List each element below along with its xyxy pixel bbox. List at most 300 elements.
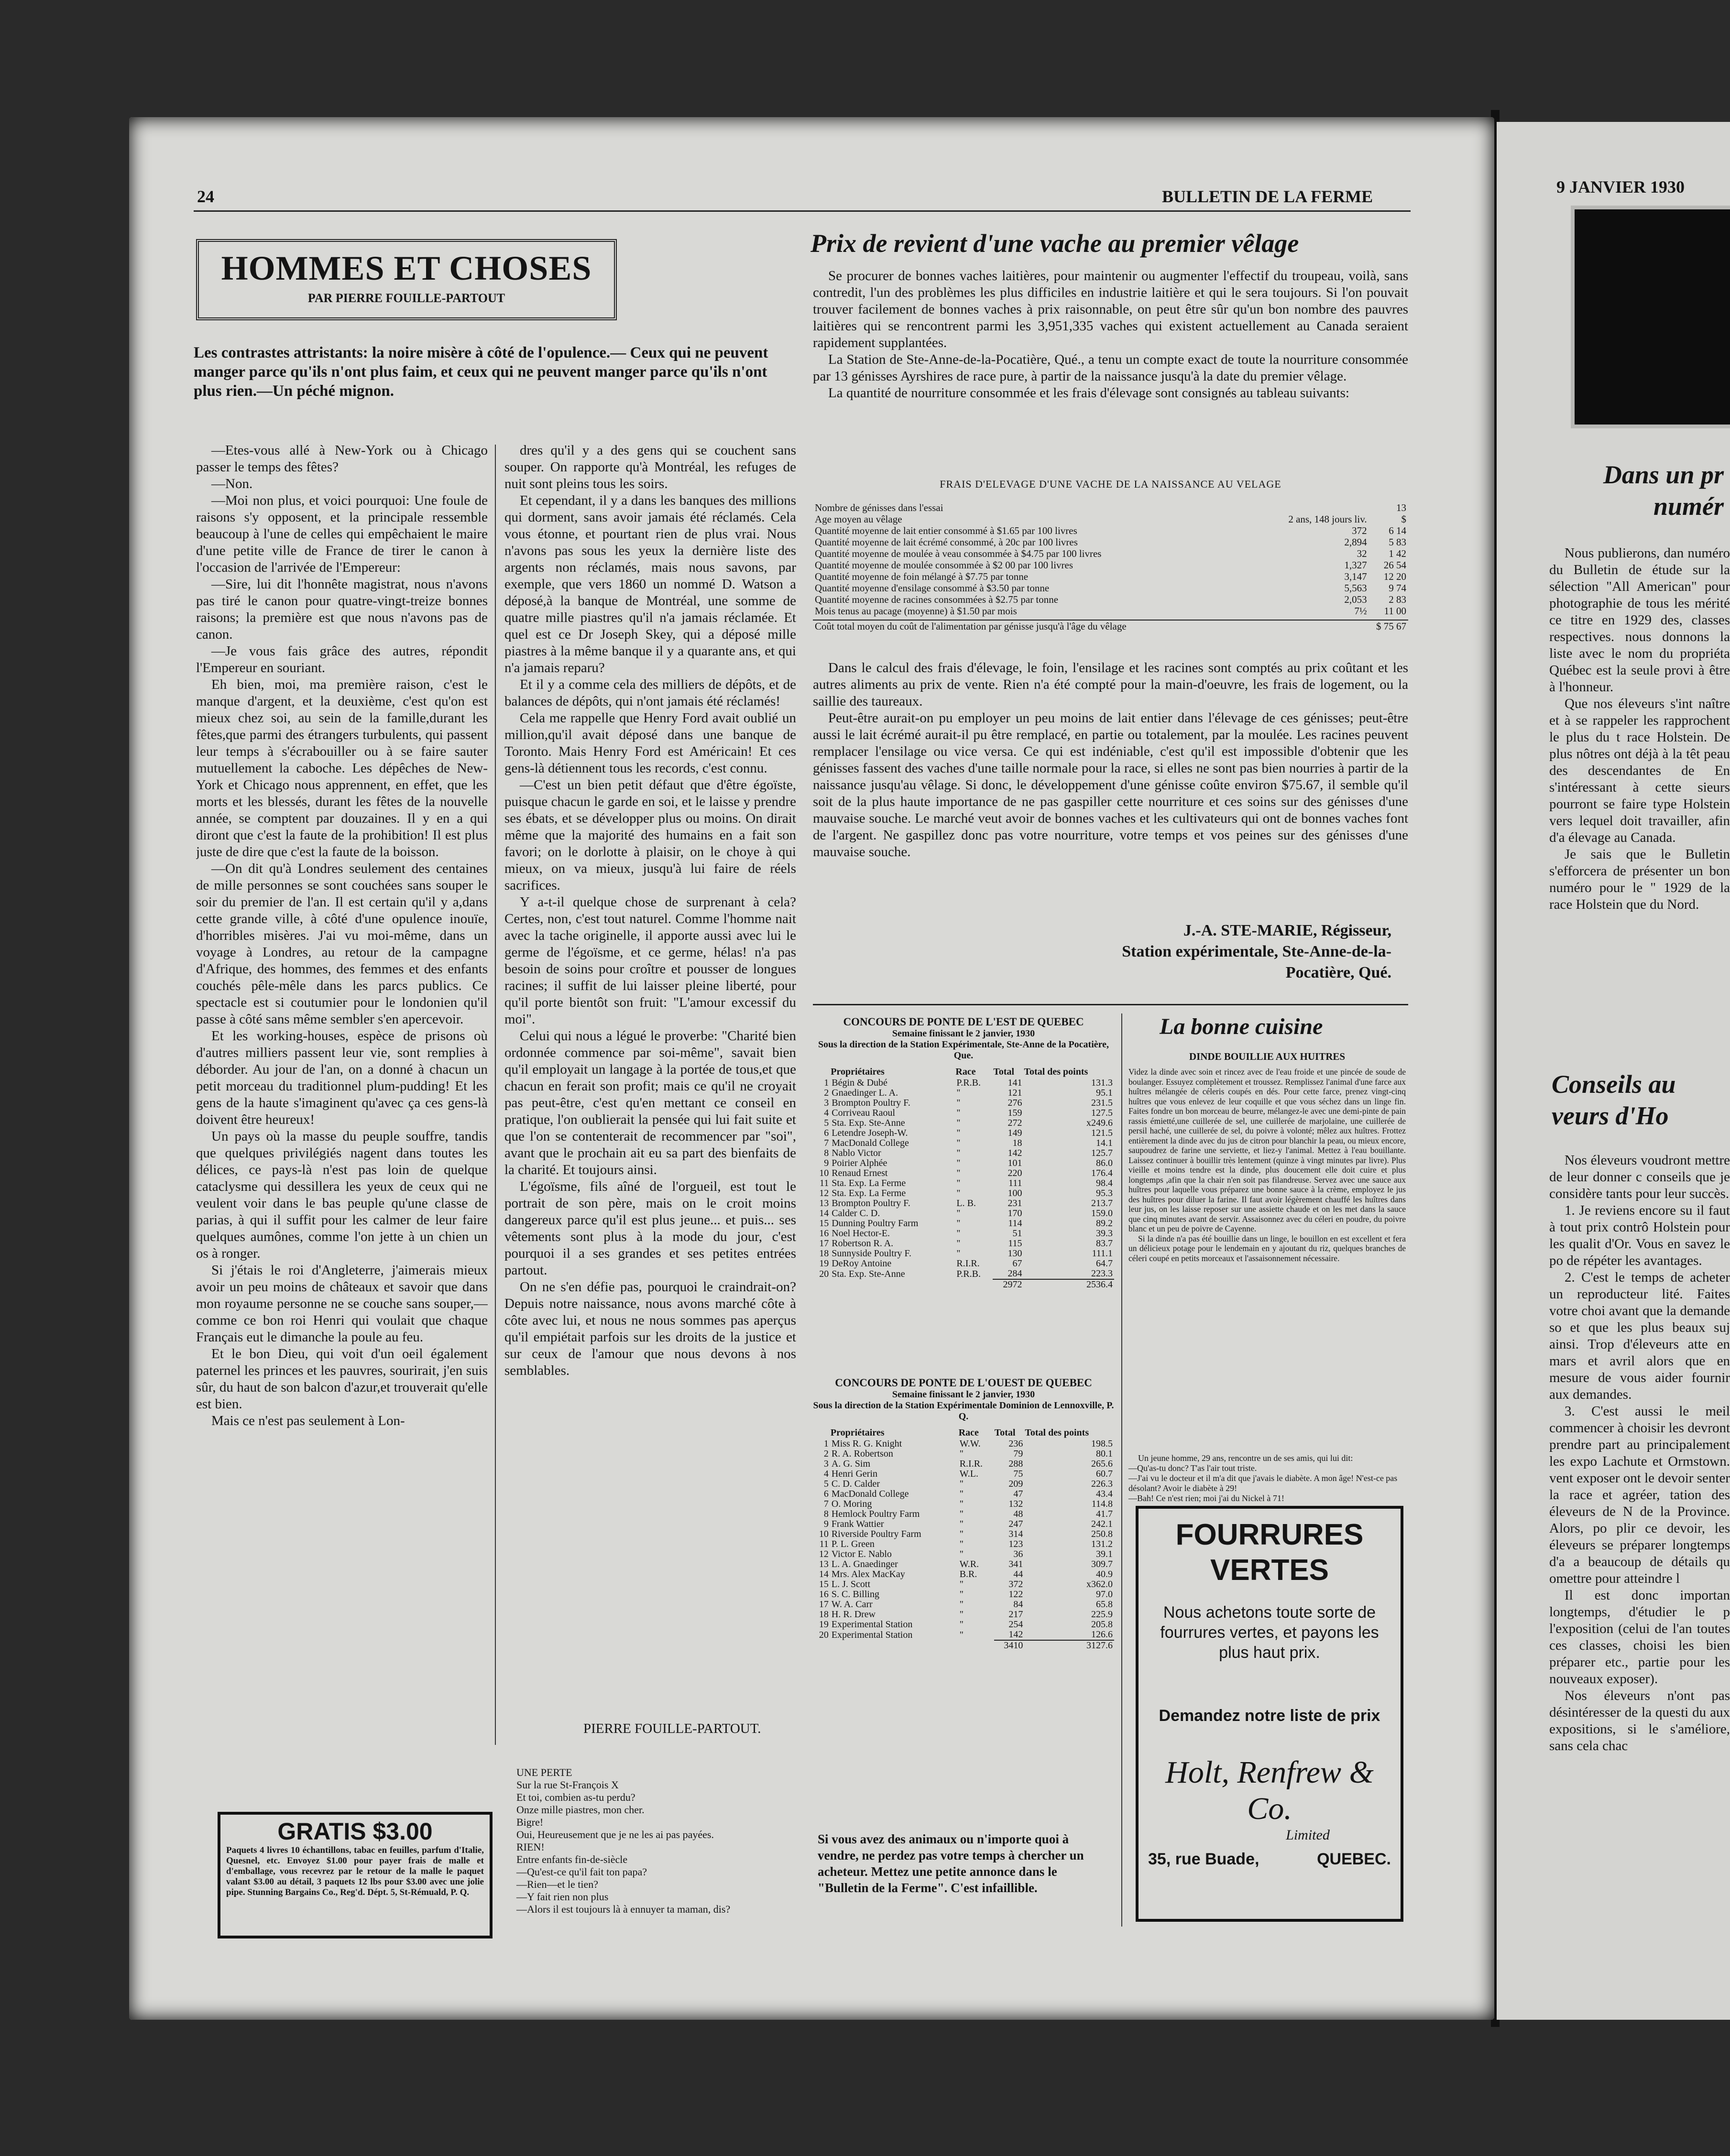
right-page-photo <box>1571 206 1730 428</box>
table-cell: " <box>959 1519 964 1529</box>
table-row <box>813 1188 1114 1198</box>
perte-line: UNE PERTE <box>516 1766 572 1778</box>
table-cell: 231.5 <box>1091 1098 1113 1108</box>
table-row <box>813 1549 1114 1559</box>
frais-cell-cost: 6 14 <box>1389 525 1406 536</box>
table-row <box>813 1128 1114 1138</box>
table-cell: 14.1 <box>1096 1138 1113 1148</box>
fourrures-title: FOURRURES VERTES <box>1175 1518 1364 1587</box>
prix-intro <box>813 268 1408 402</box>
table-cell: Hemlock Poultry Farm <box>831 1509 920 1519</box>
frais-cell-cost: 1 42 <box>1389 548 1406 559</box>
table-cell: 121 <box>1007 1088 1022 1098</box>
table-cell: 16 <box>819 1228 829 1239</box>
right-para-8: Il est donc importan longtemps, d'étudier le p l'exposition (celui de l'an toutes ces classes, choisi les bien préparer etc., partie pour les nouveaux exposer). <box>1549 1588 1730 1687</box>
joke-box <box>1128 1453 1406 1503</box>
table-cell: 40.9 <box>1096 1569 1113 1579</box>
table-cell: DeRoy Antoine <box>832 1258 892 1269</box>
table-row <box>813 1459 1114 1469</box>
table-row <box>813 1239 1114 1249</box>
table-row <box>813 1469 1114 1479</box>
article-paragraph: —On dit qu'à Londres seulement des centaines de mille personnes se sont couchées sans souper le soir du premier de l'an. Il est certain qu'il y a,dans cette grande ville, à côté d'une opulence inouïe, d'horribles misères. J'ai vu moi-même, dans un voyage à Londres, au retour de la campagne d'Afrique, des hommes, des femmes et des enfants couchés pêle-mêle dans les parcs publics. Ce spectacle est si coutumier pour le londonien qu'il passe à côté sans même sembler s'en apercevoir. <box>196 861 488 1027</box>
table-cell: 265.6 <box>1091 1459 1113 1469</box>
table-cell: Mrs. Alex MacKay <box>831 1569 905 1579</box>
table-cell: R.I.R. <box>959 1459 983 1469</box>
article-paragraph: dres qu'il y a des gens qui se couchent sans souper. On rapporte qu'à Montréal, les refuges de nuit sont pleins tous les soirs. <box>504 443 796 491</box>
table-cell: " <box>956 1248 961 1259</box>
table-row <box>813 1479 1114 1489</box>
table-cell: " <box>959 1579 964 1590</box>
table-cell: 159.0 <box>1091 1208 1113 1219</box>
frais-cell-label: Quantité moyenne de racines consommées à $2.75 par tonne <box>815 594 1059 605</box>
total-cell <box>813 1279 830 1290</box>
right-para-3: Je sais que le Bulletin s'efforcera de présenter un bon numéro pour le " 1929 de la race Holstein que du Nord. <box>1549 847 1730 912</box>
perte-line: Sur la rue St-François X <box>516 1779 619 1791</box>
table-cell: " <box>956 1148 961 1158</box>
table-cell: 220 <box>1007 1168 1022 1178</box>
gratis-ad-title: GRATIS $3.00 <box>277 1818 433 1845</box>
joke-line: —Qu'as-tu donc? T'as l'air tout triste. <box>1128 1463 1257 1473</box>
table-cell: " <box>959 1549 964 1559</box>
table-cell: 39.1 <box>1096 1549 1113 1559</box>
table-row <box>813 1449 1114 1459</box>
frais-cell-qty: 2 ans, 148 jours liv. <box>1288 513 1367 525</box>
table-row <box>813 1579 1114 1590</box>
article-paragraph: Cela me rappelle que Henry Ford avait oublié un million,qu'il avait déposé dans une banque de Toronto. Mais Henry Ford est Américain! Et ces gens-là détiennent tous les records, c'est connu. <box>504 710 796 776</box>
table-row <box>813 1509 1114 1519</box>
table-cell: 79 <box>1013 1448 1023 1459</box>
table-cell: 19 <box>819 1258 829 1269</box>
table-cell: " <box>959 1448 964 1459</box>
article-paragraph: —Non. <box>211 476 253 491</box>
perte-line: Bigre! <box>516 1816 544 1828</box>
frais-cell-cost: 9 74 <box>1389 582 1406 594</box>
table-cell: 3 <box>824 1098 829 1108</box>
article-paragraph: —Je vous fais grâce des autres, répondit l'Empereur en souriant. <box>196 643 488 675</box>
table-cell: " <box>959 1619 964 1630</box>
contest-header: Total des points <box>1024 1067 1088 1077</box>
frais-table-title: FRAIS D'ELEVAGE D'UNE VACHE DE LA NAISSANCE AU VELAGE <box>940 478 1281 490</box>
hommes-title-box <box>196 239 617 320</box>
table-cell: 114.8 <box>1091 1499 1113 1509</box>
frais-cell-qty: 3,147 <box>1344 571 1367 582</box>
table-cell: 80.1 <box>1096 1448 1113 1459</box>
table-cell: 39.3 <box>1096 1228 1113 1239</box>
table-cell: 217 <box>1008 1609 1023 1620</box>
table-cell: 159 <box>1007 1108 1022 1118</box>
frais-cell-label: Quantité moyenne d'ensilage consommé à $3.50 par tonne <box>815 582 1050 594</box>
table-row <box>813 1118 1114 1128</box>
table-cell: " <box>956 1238 961 1249</box>
table-cell: 65.8 <box>1096 1599 1113 1610</box>
frais-cell-cost: 12 20 <box>1383 571 1406 582</box>
table-row <box>813 1108 1114 1118</box>
table-cell: " <box>959 1599 964 1610</box>
frais-cell-cost: 5 83 <box>1389 536 1406 548</box>
contest-header: Race <box>955 1067 976 1077</box>
table-cell: 60.7 <box>1096 1469 1113 1479</box>
table-cell: 101 <box>1007 1158 1022 1168</box>
table-row <box>813 1148 1114 1158</box>
perte-line: Et toi, combien as-tu perdu? <box>516 1791 635 1803</box>
une-perte-box <box>516 1766 813 1916</box>
table-row <box>813 1539 1114 1549</box>
contest-header <box>813 1066 830 1078</box>
table-row <box>813 1519 1114 1529</box>
prix-paragraph: La Station de Ste-Anne-de-la-Pocatière, Qué., a tenu un compte exact de toute la nourriture consommée par 13 génisses Ayrshires de race pure, à partir de la naissance jusqu'à la date du premier vêlage. <box>813 352 1408 384</box>
table-cell: H. R. Drew <box>831 1609 876 1620</box>
article-paragraph: Si j'étais le roi d'Angleterre, j'aimerais mieux avoir un peu moins de châteaux et savoir que dans mon royaume personne ne se couche sans souper,—comme ce bon roi Henri qui voulait que chaque Français eut le dimanche la poule au feu. <box>196 1263 488 1345</box>
table-cell: 13 <box>819 1198 829 1209</box>
table-cell: 1 <box>823 1438 829 1449</box>
perte-line: Entre enfants fin-de-siècle <box>516 1853 628 1865</box>
table-cell: " <box>956 1128 961 1138</box>
table-cell: 223.3 <box>1091 1268 1113 1279</box>
right-heading-2: Conseils au veurs d'Ho <box>1552 1070 1676 1130</box>
table-cell: W.L. <box>959 1469 978 1479</box>
table-cell: 242.1 <box>1091 1519 1113 1529</box>
table-cell: 98.4 <box>1096 1178 1113 1188</box>
table-cell: P.R.B. <box>956 1268 981 1279</box>
table-row <box>813 1178 1114 1188</box>
table-cell: Riverside Poultry Farm <box>831 1529 921 1539</box>
table-cell: W.R. <box>959 1559 979 1569</box>
table-cell: 8 <box>824 1148 829 1158</box>
article-paragraph: Celui qui nous a légué le proverbe: "Charité bien ordonnée commence par soi-même", savait bien qu'il employait un langage à la portée de tous,et que chacun en ferait son profit; mais ce qu'il ne croyait pas peut-être, c'est qu'en mettant ce conseil en pratique, l'on oublierait la pensée qui lui fait suite et que l'on se contenterait de recommencer par "soi", avant que le prochain ait eu sa part des bienfaits de la charité. Et toujours ainsi. <box>504 1028 796 1177</box>
table-row <box>813 1529 1114 1539</box>
table-cell: A. G. Sim <box>831 1459 871 1469</box>
article-paragraph: Et cependant, il y a dans les banques des millions qui dorment, sans avoir jamais été réclamés. Cela vous étonne, et pourtant rien de plus vrai. Nous n'avons pas sous les yeux la dernière liste des argents non réclamés, mais nous savons, par exemple, que vers 1860 un nommé D. Watson a déposé,à la banque de Montréal, une somme de quatre mille piastres qu'il n'a jamais réclamée. Et quel est ce Dr Joseph Skey, qui a déposé mille piastres à la même banque il y a quarante ans, et qui n'a jamais reparu? <box>504 493 796 675</box>
table-cell: L. B. <box>956 1198 976 1209</box>
table-cell: Dunning Poultry Farm <box>832 1218 919 1229</box>
table-cell: 10 <box>819 1168 829 1178</box>
frais-cell-label: Quantité moyenne de moulée à veau consommée à $4.75 par 100 livres <box>815 548 1102 559</box>
table-cell: " <box>956 1168 961 1178</box>
table-cell: 141 <box>1007 1078 1022 1088</box>
table-cell: x249.6 <box>1086 1118 1113 1128</box>
table-cell: 6 <box>823 1489 829 1499</box>
table-cell: 17 <box>819 1238 829 1249</box>
column-divider-2 <box>1121 1013 1122 1927</box>
table-cell: 95.3 <box>1096 1188 1113 1198</box>
table-cell: 309.7 <box>1091 1559 1113 1569</box>
table-row <box>813 1269 1114 1279</box>
table-cell: 6 <box>824 1128 829 1138</box>
article-signature: PIERRE FOUILLE-PARTOUT. <box>583 1721 761 1736</box>
prix-paragraph: Se procurer de bonnes vaches laitières, pour maintenir ou augmenter l'effectif du troupeau, voilà, sans contredit, l'un des problèmes les plus difficiles en industrie laitière et qui le sera toujours. Si l'on pouvait trouver facilement de bonnes vaches à prix raisonnable, on peut être sûr qu'un bon nombre des pauvres laitières qui se rencontrent parmi les 3,951,335 vaches qui existent actuellement au Canada seraient rapidement supplantées. <box>813 268 1408 350</box>
table-row <box>813 1088 1114 1098</box>
table-row <box>813 1078 1114 1088</box>
table-cell: 97.0 <box>1096 1589 1113 1600</box>
table-row <box>813 1489 1114 1499</box>
total-cell: 3410 <box>994 1640 1025 1651</box>
table-cell: Experimental Station <box>831 1629 913 1640</box>
petite-annonce: Si vous avez des animaux ou n'importe quoi à vendre, ne perdez pas votre temps à chercher un acheteur. Mettez une petite annonce dans le "Bulletin de la Ferme". C'est infaillible. <box>818 1832 1084 1895</box>
table-cell: 314 <box>1008 1529 1023 1539</box>
table-cell: 12 <box>819 1549 829 1559</box>
table-cell: " <box>956 1208 961 1219</box>
table-cell: 254 <box>1008 1619 1023 1630</box>
table-cell: Miss R. G. Knight <box>831 1438 902 1449</box>
table-cell: " <box>959 1629 964 1640</box>
contest-header: Race <box>958 1427 979 1438</box>
table-cell: Sta. Exp. Ste-Anne <box>832 1118 905 1128</box>
table-cell: Poirier Alphée <box>832 1158 887 1168</box>
table-cell: 8 <box>823 1509 829 1519</box>
frais-cell-cost: $ <box>1401 513 1406 525</box>
table-cell: 4 <box>823 1469 829 1479</box>
table-row <box>813 1439 1114 1449</box>
table-cell: 225.9 <box>1091 1609 1113 1620</box>
table-cell: 51 <box>1012 1228 1022 1239</box>
table-row <box>813 1209 1114 1219</box>
right-para-9: Nos éleveurs n'ont pas désintéresser de la questi du aux expositions, si le s'améliore, sans cela chac <box>1549 1688 1730 1753</box>
recipe-title: DINDE BOUILLIE AUX HUITRES <box>1189 1051 1346 1062</box>
header-rule <box>194 210 1411 212</box>
publication-title: BULLETIN DE LA FERME <box>1162 187 1373 206</box>
table-row <box>813 1098 1114 1108</box>
table-cell: 86.0 <box>1096 1158 1113 1168</box>
right-text-1 <box>1549 545 1730 1033</box>
article-paragraph: —Sire, lui dit l'honnête magistrat, nous n'avons pas tiré le canon pour quatre-vingt-treize bonnes raisons; la première est que nous n'avons pas de canon. <box>196 577 488 642</box>
concours-ouest-title: CONCOURS DE PONTE DE L'OUEST DE QUEBEC <box>835 1377 1092 1389</box>
article-paragraph: Un pays où la masse du peuple souffre, tandis que quelques privilégiés nagent dans toutes les délices, ce pays-là n'est pas loin de quelque cataclysme qui dessillera les yeux de ceux qui ne veulent voir dans le bas peuple qu'une classe de parias, à qui il suffit pour les calmer de leur faire quelques aumônes, comme l'on jette à un chien un os à ronger. <box>196 1129 488 1261</box>
table-cell: 9 <box>824 1158 829 1168</box>
table-cell: 11 <box>820 1178 829 1188</box>
table-row <box>813 1219 1114 1229</box>
table-cell: 44 <box>1013 1569 1023 1579</box>
frais-cell-label: Quantité moyenne de moulée consommée à $2 00 par 100 livres <box>815 559 1073 571</box>
table-cell: R.I.R. <box>956 1258 980 1269</box>
concours-est-direction: Sous la direction de la Station Expérimentale, Ste-Anne de la Pocatière, Que. <box>818 1039 1109 1061</box>
table-row <box>813 1630 1114 1640</box>
frais-cell-cost: 26 54 <box>1383 559 1406 571</box>
table-cell: 250.8 <box>1091 1529 1113 1539</box>
table-row <box>813 1229 1114 1239</box>
frais-row <box>813 536 1408 548</box>
table-cell: 67 <box>1012 1258 1022 1269</box>
contest-header <box>813 1427 830 1439</box>
table-cell: " <box>959 1529 964 1539</box>
table-cell: 4 <box>824 1108 829 1118</box>
right-para-2: Que nos éleveurs s'int naître et à se rappeler les rapprochent le plus du t race Holstein. De plus nôtres ont déjà à la têt peau des descendantes de En s'intéressant à cette sieurs pourront se faire type Holstein vers lequel doit travailler, afin d'a élevage au Canada. <box>1549 696 1730 845</box>
concours-est-title: CONCOURS DE PONTE DE L'EST DE QUEBEC <box>843 1016 1084 1028</box>
table-row <box>813 1249 1114 1259</box>
fourrures-city: QUEBEC. <box>1317 1850 1391 1868</box>
article-paragraph: —Etes-vous allé à New-York ou à Chicago passer le temps des fêtes? <box>196 443 488 475</box>
table-cell: Gnaedinger L. A. <box>832 1088 898 1098</box>
table-cell: Sunnyside Poultry F. <box>832 1248 912 1259</box>
signature-line-1: J.-A. STE-MARIE, Régisseur, <box>1183 922 1391 939</box>
frais-cell-qty: 5,563 <box>1344 582 1367 594</box>
right-page-date: 9 JANVIER 1930 <box>1556 177 1685 196</box>
table-cell: MacDonald College <box>831 1489 909 1499</box>
table-cell: " <box>956 1118 961 1128</box>
frais-cell-qty: 372 <box>1352 525 1367 536</box>
frais-row <box>813 502 1408 513</box>
right-para-6: 2. C'est le temps de acheter un reproducteur lité. Faites votre choi avant que la demande so et que les plus beaux suj ainsi. Trop d'éleveurs atte en mars et avril alors que en mesure de vous aider fournir aux demandes. <box>1549 1270 1730 1402</box>
table-cell: 288 <box>1008 1459 1023 1469</box>
table-cell: " <box>956 1228 961 1239</box>
page-number: 24 <box>197 187 214 206</box>
table-cell: 15 <box>819 1218 829 1229</box>
table-cell: " <box>956 1178 961 1188</box>
frais-cell-label: Quantité moyenne de lait entier consommé à $1.65 par 100 livres <box>815 525 1077 536</box>
frais-cell-qty: 32 <box>1357 548 1367 559</box>
table-cell: Frank Wattier <box>831 1519 884 1529</box>
table-cell: 372 <box>1008 1579 1023 1590</box>
frais-cell-label: Mois tenus au pacage (moyenne) à $1.50 par mois <box>815 605 1017 617</box>
table-cell: " <box>959 1499 964 1509</box>
frais-cell-label: Quantité moyenne de foin mélangé à $7.75 par tonne <box>815 571 1029 582</box>
table-cell: 18 <box>819 1248 829 1259</box>
joke-line: Un jeune homme, 29 ans, rencontre un de ses amis, qui lui dit: <box>1138 1453 1353 1463</box>
table-cell: 236 <box>1008 1438 1023 1449</box>
table-cell: 36 <box>1013 1549 1023 1559</box>
table-cell: 122 <box>1008 1589 1023 1600</box>
frais-cell-cost: 2 83 <box>1389 594 1406 605</box>
table-cell: " <box>956 1188 961 1198</box>
fourrures-cta: Demandez notre liste de prix <box>1159 1707 1380 1725</box>
table-cell: 125.7 <box>1091 1148 1113 1158</box>
table-cell: " <box>956 1098 961 1108</box>
table-cell: B.R. <box>959 1569 977 1579</box>
frais-row <box>813 548 1408 559</box>
table-cell: " <box>959 1539 964 1549</box>
frais-cell-qty: 2,053 <box>1344 594 1367 605</box>
concours-ouest <box>813 1377 1114 1651</box>
concours-est <box>813 1016 1114 1290</box>
table-cell: 209 <box>1008 1479 1023 1489</box>
total-cell: 2536.4 <box>1024 1279 1114 1290</box>
table-cell: 12 <box>819 1188 829 1198</box>
article-deck: Les contrastes attristants: la noire misère à côté de l'opulence.— Ceux qui ne peuvent manger parce qu'ils n'ont plus faim, et ceux qui ne peuvent manger parce qu'ils n'ont plus rien.—Un péché mignon. <box>194 344 768 400</box>
table-cell: " <box>956 1108 961 1118</box>
table-cell: 41.7 <box>1096 1509 1113 1519</box>
table-cell: 10 <box>819 1529 829 1539</box>
perte-line: —Rien—et le tien? <box>516 1878 599 1890</box>
table-cell: Experimental Station <box>831 1619 913 1630</box>
table-cell: 247 <box>1008 1519 1023 1529</box>
table-cell: 176.4 <box>1091 1168 1113 1178</box>
table-cell: 231 <box>1007 1198 1022 1209</box>
table-cell: 272 <box>1007 1118 1022 1128</box>
table-cell: 170 <box>1007 1208 1022 1219</box>
table-cell: 115 <box>1008 1238 1022 1249</box>
recipe-text: Videz la dinde avec soin et rincez avec de l'eau froide et une pincée de soude de boulanger. Essuyez complètement et troussez. Remplissez l'animal d'une farce aux huîtres mélangée de céleris coupés en dés. Pour cette farce, prenez vingt-cinq huîtres que vous enlevez de leur coquille et que vous séchez dans un linge fin. Faites fondre un bon morceau de beurre, mélangez-le avec une demi-pinte de pain rassis émietté,une cuillerée de sel, une cuillerée de marjolaine, une cuillerée de persil haché, une cuillerée de sel, du poivre à volonté; mêlez aux huîtres. Frottez entièrement la dinde avec du jus de citron pour blanchir la peau, ou mieux encore, saupoudrez de farine une serviette, et liez-y l'animal. Mettez à l'eau bouillante. Laissez continuer à bouillir très lentement (quinze à vingt minutes par livre). Plus vieille et moins tendre est la dinde, plus doucement elle doit cuire et plus longtemps ,afin que la chair n'en soit pas filandreuse. Servez avec une sauce aux huîtres pour laquelle vous préparez une bonne sauce à la crème, employez le jus des huîtres pour diluer la farine. Il faut avoir légèrement chauffé les huîtres dans leur jus, on les laisse reposer sur une assiette chaude et on les met dans la sauce que cinq minutes avant de servir. Assaisonnez avec du céleri en poudre, du poivre blanc et un peu de poivre de Cayenne. <box>1128 1067 1406 1233</box>
table-row <box>813 1569 1114 1579</box>
fourrures-ad <box>1136 1506 1403 1922</box>
perte-line: RIEN! <box>516 1841 545 1853</box>
prix-title: Prix de revient d'une vache au premier vêlage <box>810 229 1299 258</box>
table-row <box>813 1259 1114 1269</box>
table-cell: Robertson R. A. <box>832 1238 894 1249</box>
article-paragraph: On ne s'en défie pas, pourquoi le craindrait-on? Depuis notre naissance, nous avons marché côte à côte avec lui, et nous ne nous sommes pas aperçus qu'il empiétait parfois sur les droits de la justice et sur ceux de l'amour que nous devons à nos semblables. <box>504 1279 796 1378</box>
frais-cell-label: Age moyen au vêlage <box>815 513 902 525</box>
table-cell: Brompton Poultry F. <box>832 1198 910 1209</box>
table-cell: 11 <box>819 1539 829 1549</box>
table-cell: 17 <box>819 1599 829 1610</box>
table-cell: Victor E. Nablo <box>831 1549 892 1559</box>
table-cell: 19 <box>819 1619 829 1630</box>
right-para-5: 1. Je reviens encore su il faut à tout prix contrô Holstein pour les qualit d'Or. Vous en savez le po de répéter les avantages. <box>1549 1203 1730 1268</box>
total-row <box>813 1279 1114 1290</box>
article-paragraph: Mais ce n'est pas seulement à Lon- <box>211 1413 405 1428</box>
table-cell: 18 <box>819 1609 829 1620</box>
table-cell: Bégin & Dubé <box>832 1078 887 1088</box>
table-cell: 14 <box>819 1208 829 1219</box>
table-cell: " <box>959 1589 964 1600</box>
table-cell: " <box>956 1218 961 1229</box>
right-para-4: Nos éleveurs voudront mettre de leur donner c conseils que je considère tants pour leur succès. <box>1549 1153 1730 1201</box>
table-cell: " <box>959 1509 964 1519</box>
table-cell: S. C. Billing <box>831 1589 879 1600</box>
table-row <box>813 1610 1114 1620</box>
frais-cell-label: Nombre de génisses dans l'essai <box>815 502 943 513</box>
right-heading-1: Dans un pr numér <box>1603 460 1724 521</box>
table-cell: " <box>959 1609 964 1620</box>
total-cell <box>958 1640 994 1651</box>
table-cell: 1 <box>824 1078 829 1088</box>
fourrures-body: Nous achetons toute sorte de fourrures vertes, et payons les plus haut prix. <box>1160 1603 1379 1662</box>
table-cell: MacDonald College <box>832 1138 909 1148</box>
table-cell: L. A. Gnaedinger <box>831 1559 898 1569</box>
cuisine-title: La bonne cuisine <box>1160 1014 1323 1039</box>
table-cell: 276 <box>1007 1098 1022 1108</box>
frais-total-label: Coût total moyen du coût de l'alimentation par génisse jusqu'à l'âge du vêlage <box>815 621 1127 632</box>
table-cell: 132 <box>1008 1499 1023 1509</box>
table-cell: 149 <box>1007 1128 1022 1138</box>
table-cell: 127.5 <box>1091 1108 1113 1118</box>
joke-line: —J'ai vu le docteur et il m'a dit que j'avais le diabète. A mon âge! N'est-ce pas désolant? Avoir le diabète à 29! <box>1128 1473 1398 1493</box>
joke-line: —Bah! Ce n'est rien; moi j'ai du Nickel à 71! <box>1128 1493 1284 1503</box>
table-cell: 15 <box>819 1579 829 1590</box>
table-cell: " <box>956 1138 961 1148</box>
article-paragraph: Et le bon Dieu, qui voit d'un oeil également paternel les princes et les pauvres, sourirait, j'en suis sûr, du haut de son balcon d'azur,et trouverait qu'elle est bien. <box>196 1346 488 1412</box>
table-cell: 20 <box>819 1629 829 1640</box>
total-row <box>813 1640 1114 1651</box>
table-cell: 48 <box>1013 1509 1023 1519</box>
table-cell: 126.6 <box>1091 1629 1113 1640</box>
table-cell: 142 <box>1007 1148 1022 1158</box>
table-cell: 64.7 <box>1096 1258 1113 1269</box>
contest-header: Total <box>994 1427 1016 1438</box>
table-row <box>813 1158 1114 1168</box>
table-cell: Sta. Exp. Ste-Anne <box>832 1268 905 1279</box>
article-paragraph: Et il y a comme cela des milliers de dépôts, et de balances de dépôts, qui n'ont jamais été réclamés! <box>504 677 796 709</box>
table-cell: " <box>956 1088 961 1098</box>
frais-row <box>813 525 1408 536</box>
article-column-1 <box>196 442 488 1719</box>
table-row <box>813 1138 1114 1148</box>
table-cell: L. J. Scott <box>831 1579 871 1590</box>
table-cell: R. A. Robertson <box>831 1448 893 1459</box>
total-cell: 3127.6 <box>1024 1640 1114 1651</box>
right-text-2 <box>1549 1152 1730 1927</box>
frais-row <box>813 559 1408 571</box>
table-cell: 7 <box>824 1138 829 1148</box>
table-cell: Sta. Exp. La Ferme <box>832 1178 906 1188</box>
table-cell: 121.5 <box>1091 1128 1113 1138</box>
total-cell <box>955 1279 993 1290</box>
frais-row <box>813 594 1408 605</box>
gratis-ad-body: Paquets 4 livres 10 échantillons, tabac en feuilles, parfum d'Italie, Quesnel, etc. Envoyez $1.00 pour payer frais de malle et d'emballage, vous recevrez par le retour de la malle le paquet valant $3.00 au détail, 3 paquets 12 lbs pour $3.00 avec une jolie pipe. Stunning Bargains Co., Reg'd. Dépt. 5, St-Rémuald, P. Q. <box>226 1845 484 1897</box>
table-cell: 205.8 <box>1091 1619 1113 1630</box>
table-cell: " <box>959 1479 964 1489</box>
prix-paragraph: Peut-être aurait-on pu employer un peu moins de lait entier dans l'élevage de ces génisses; peut-être aussi le lait écrémé aurait-il pu être remplacé, en partie ou totalement, par la moulée. Les racines peuvent remplacer l'ensilage ou vice versa. Ce qui est indéniable, c'est qu'il est impossible d'obtenir que les génisses fassent des vaches d'une taille normale pour la race, si elles ne sont pas bien nourries à partir de la naissance jusqu'au vêlage. Si donc, le développement d'une génisse coûte environ $75.67, il semble qu'il soit de la plus haute importance de ne pas gaspiller cette nourriture et ces soins sur des génisses d'une mauvaise souche. Le marché veut avoir de bonnes vaches et les cultivateurs qui ont de bonnes vaches font de l'argent. Ne gaspillez donc pas votre nourriture, votre temps et vos peines sur des génisses d'une mauvaise souche. <box>813 710 1408 860</box>
frais-cell-cost: 13 <box>1396 502 1406 513</box>
perte-line: —Qu'est-ce qu'il fait ton papa? <box>516 1866 647 1878</box>
